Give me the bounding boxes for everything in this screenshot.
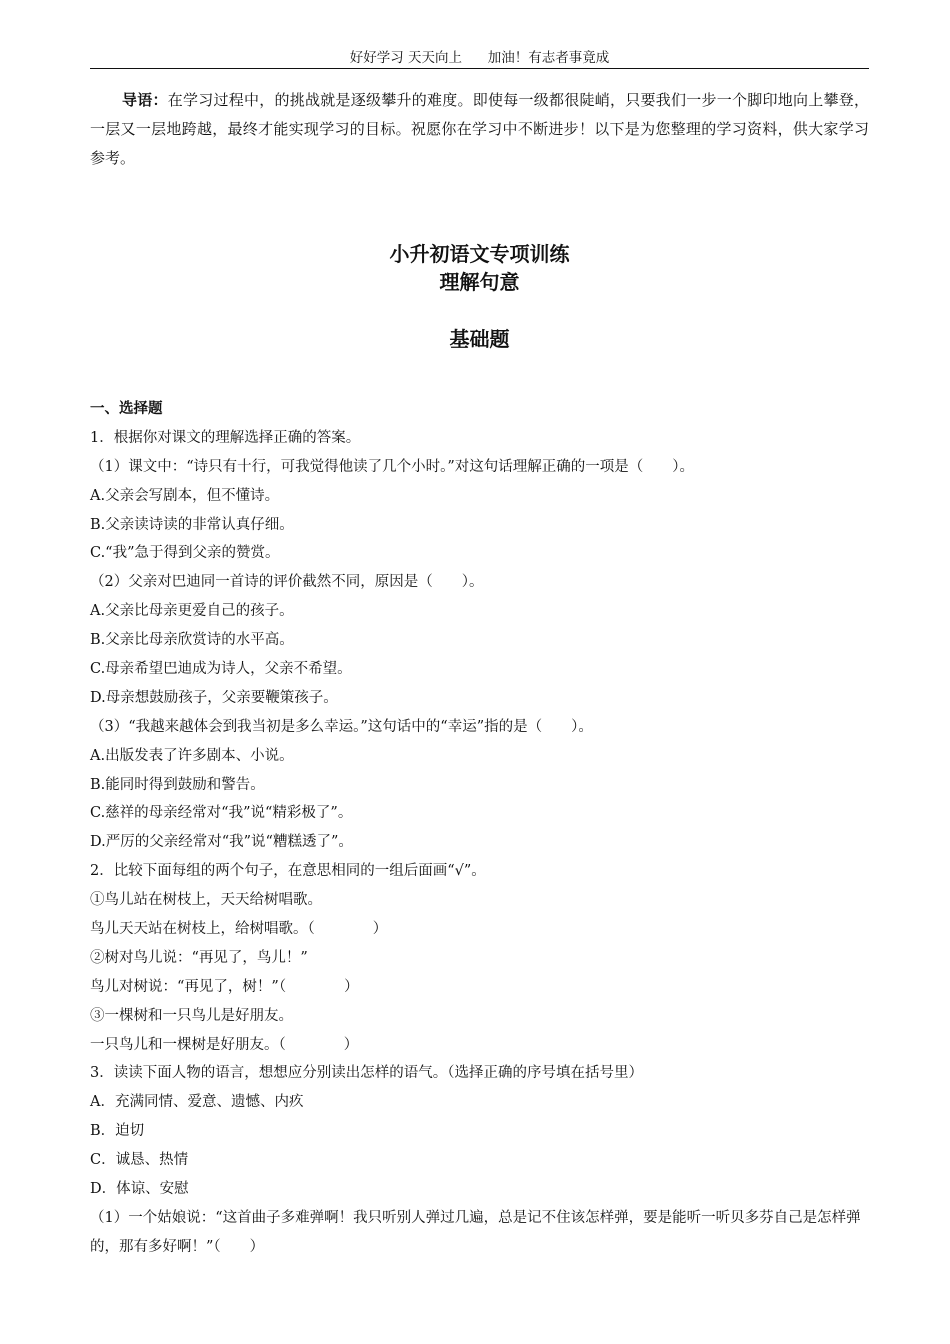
text-line: （1）一个姑娘说：“这首曲子多难弹啊！我只听别人弹过几遍，总是记不住该怎样弹，要是能听一听贝多芬自己是怎样弹的，那有多好啊！”（ ） bbox=[90, 1209, 861, 1255]
page-header: 好好学习 天天向上 加油！有志者事竟成 bbox=[349, 50, 610, 66]
text-line: 鸟儿对树说：“再见了，树！”（ ） bbox=[90, 978, 359, 995]
text-line: （3）“我越来越体会到我当初是多么幸运。”这句话中的“幸运”指的是（ ）。 bbox=[90, 718, 593, 735]
text-line: 2．比较下面每组的两个句子，在意思相同的一组后面画“√”。 bbox=[90, 863, 486, 880]
text-line: B.父亲比母亲欣赏诗的水平高。 bbox=[90, 632, 294, 649]
text-line: A.父亲比母亲更爱自己的孩子。 bbox=[90, 603, 294, 620]
text-line: D．体谅、安慰 bbox=[90, 1181, 189, 1198]
section-heading: 一、选择题 bbox=[90, 400, 163, 417]
text-line: B.父亲读诗读的非常认真仔细。 bbox=[90, 516, 294, 533]
text-line: 1．根据你对课文的理解选择正确的答案。 bbox=[90, 429, 361, 446]
intro-text: 在学习过程中，的挑战就是逐级攀升的难度。即使每一级都很陡峭，只要我们一步一个脚印地向上攀登，一层又一层地跨越，最终才能实现学习的目标。祝愿你在学习中不断进步！以下是为您整理的学习资料，供大家学习参考。 bbox=[90, 91, 869, 167]
text-line: A．充满同情、爱意、遗憾、内疚 bbox=[90, 1094, 304, 1111]
text-line: A.父亲会写剧本，但不懂诗。 bbox=[90, 487, 280, 504]
text-line: C.母亲希望巴迪成为诗人，父亲不希望。 bbox=[90, 661, 352, 678]
text-line: C.“我”急于得到父亲的赞赏。 bbox=[90, 545, 280, 562]
text-line: C．诚恳、热情 bbox=[90, 1152, 189, 1169]
text-line: B.能同时得到鼓励和警告。 bbox=[90, 776, 265, 793]
intro-label: 导语： bbox=[122, 91, 168, 109]
text-line: A.出版发表了许多剧本、小说。 bbox=[90, 747, 294, 764]
text-line: （1）课文中：“诗只有十行，可我觉得他读了几个小时。”对这句话理解正确的一项是（ ）。 bbox=[90, 458, 695, 475]
text-line: 3．读读下面人物的语言，想想应分别读出怎样的语气。（选择正确的序号填在括号里） bbox=[90, 1065, 643, 1082]
text-line: B．迫切 bbox=[90, 1123, 145, 1140]
text-line: D.严厉的父亲经常对“我”说“糟糕透了”。 bbox=[90, 834, 353, 851]
main-title: 小升初语文专项训练 bbox=[389, 242, 570, 266]
text-line: ③一棵树和一只鸟儿是好朋友。 bbox=[90, 1007, 293, 1024]
text-line: C.慈祥的母亲经常对“我”说“精彩极了”。 bbox=[90, 805, 353, 822]
text-line: D.母亲想鼓励孩子，父亲要鞭策孩子。 bbox=[90, 689, 338, 706]
text-line: ①鸟儿站在树枝上，天天给树唱歌。 bbox=[90, 892, 322, 909]
intro-paragraph bbox=[90, 86, 869, 173]
text-line: （2）父亲对巴迪同一首诗的评价截然不同，原因是（ ）。 bbox=[90, 574, 484, 591]
text-line: 一只鸟儿和一棵树是好朋友。（ ） bbox=[90, 1036, 359, 1053]
text-line: ②树对鸟儿说：“再见了，鸟儿！” bbox=[90, 949, 308, 966]
header-rule bbox=[90, 68, 869, 69]
exercise-content bbox=[90, 395, 875, 1262]
text-line: 鸟儿天天站在树枝上，给树唱歌。（ ） bbox=[90, 921, 388, 938]
sub-title: 理解句意 bbox=[439, 270, 520, 294]
level-title: 基础题 bbox=[449, 327, 510, 351]
